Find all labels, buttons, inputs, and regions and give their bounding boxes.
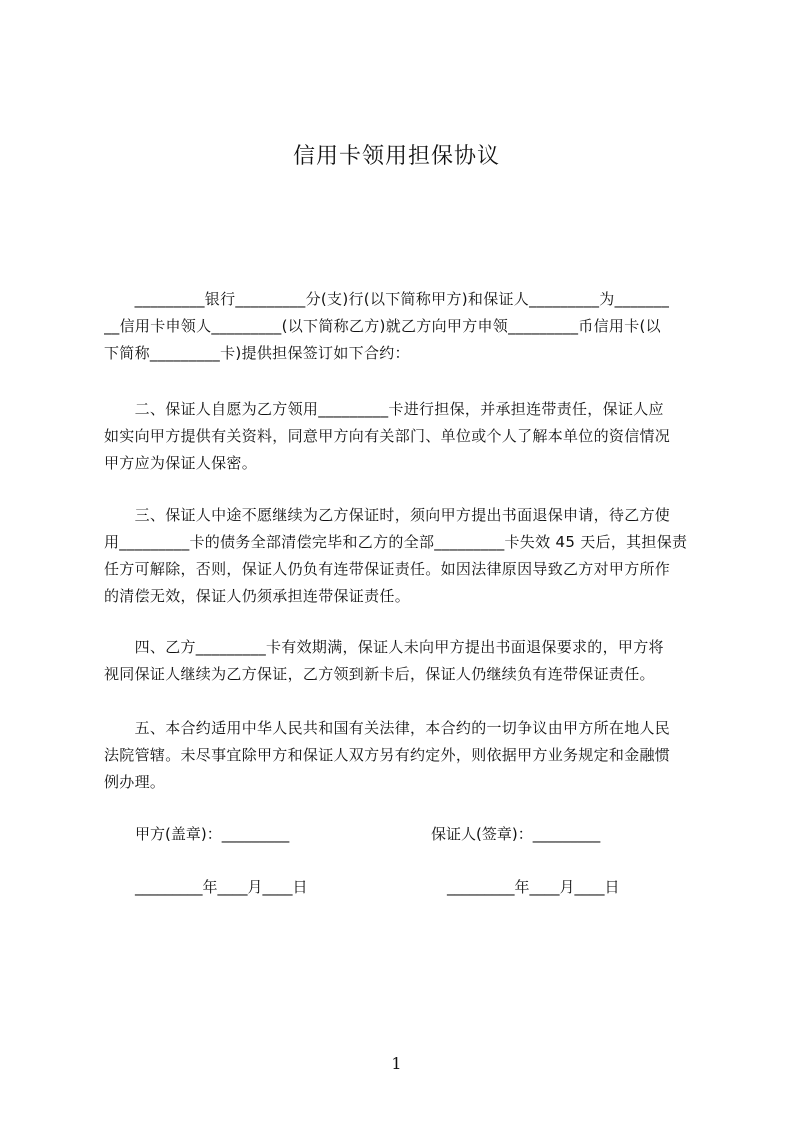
intro-line-1: _________银行_________分(支)行(以下简称甲方)和保证人_________为_______ [104, 290, 670, 308]
document-title: 信用卡领用担保协议 [292, 144, 500, 169]
clause-4-line-2: 视同保证人继续为乙方保证，乙方领到新卡后，保证人仍继续负有连带保证责任。 [104, 665, 655, 683]
party-a-date: _________年____月____日 [135, 878, 308, 896]
clause-5-line-2: 法院管辖。未尽事宜除甲方和保证人双方另有约定外，则依据甲方业务规定和金融惯 [104, 746, 671, 764]
clause-3-line-4: 的清偿无效，保证人仍须承担连带保证责任。 [104, 587, 411, 605]
guarantor-date: _________年____月____日 [447, 878, 620, 896]
page-number: 1 [391, 1054, 402, 1073]
clause-2-line-2: 如实向甲方提供有关资料，同意甲方向有关部门、单位或个人了解本单位的资信情况 [104, 427, 671, 445]
clause-3-line-1: 三、保证人中途不愿继续为乙方保证时，须向甲方提出书面退保申请，待乙方使 [104, 506, 671, 524]
clause-2-line-1: 二、保证人自愿为乙方领用_________卡进行担保，并承担连带责任，保证人应 [104, 400, 664, 418]
clause-3-line-3: 任方可解除，否则，保证人仍负有连带保证责任。如因法律原因导致乙方对甲方所作 [104, 560, 671, 578]
clause-3-line-2: 用_________卡的债务全部清偿完毕和乙方的全部_________卡失效 45 天后，其担保责 [104, 533, 688, 551]
intro-line-2: __信用卡申领人_________(以下简称乙方)就乙方向甲方申领_________币信用卡(以 [104, 317, 661, 335]
clause-2-line-3: 甲方应为保证人保密。 [104, 454, 258, 472]
clause-5-line-1: 五、本合约适用中华人民共和国有关法律，本合约的一切争议由甲方所在地人民 [104, 719, 671, 737]
party-a-signature: 甲方(盖章)：_________ [135, 825, 290, 843]
intro-line-3: 下简称_________卡)提供担保签订如下合约： [104, 344, 410, 362]
clause-5-line-3: 例办理。 [104, 773, 166, 791]
clause-4-line-1: 四、乙方_________卡有效期满，保证人未向甲方提出书面退保要求的，甲方将 [104, 638, 664, 656]
guarantor-signature: 保证人(签章)：_________ [431, 825, 601, 843]
